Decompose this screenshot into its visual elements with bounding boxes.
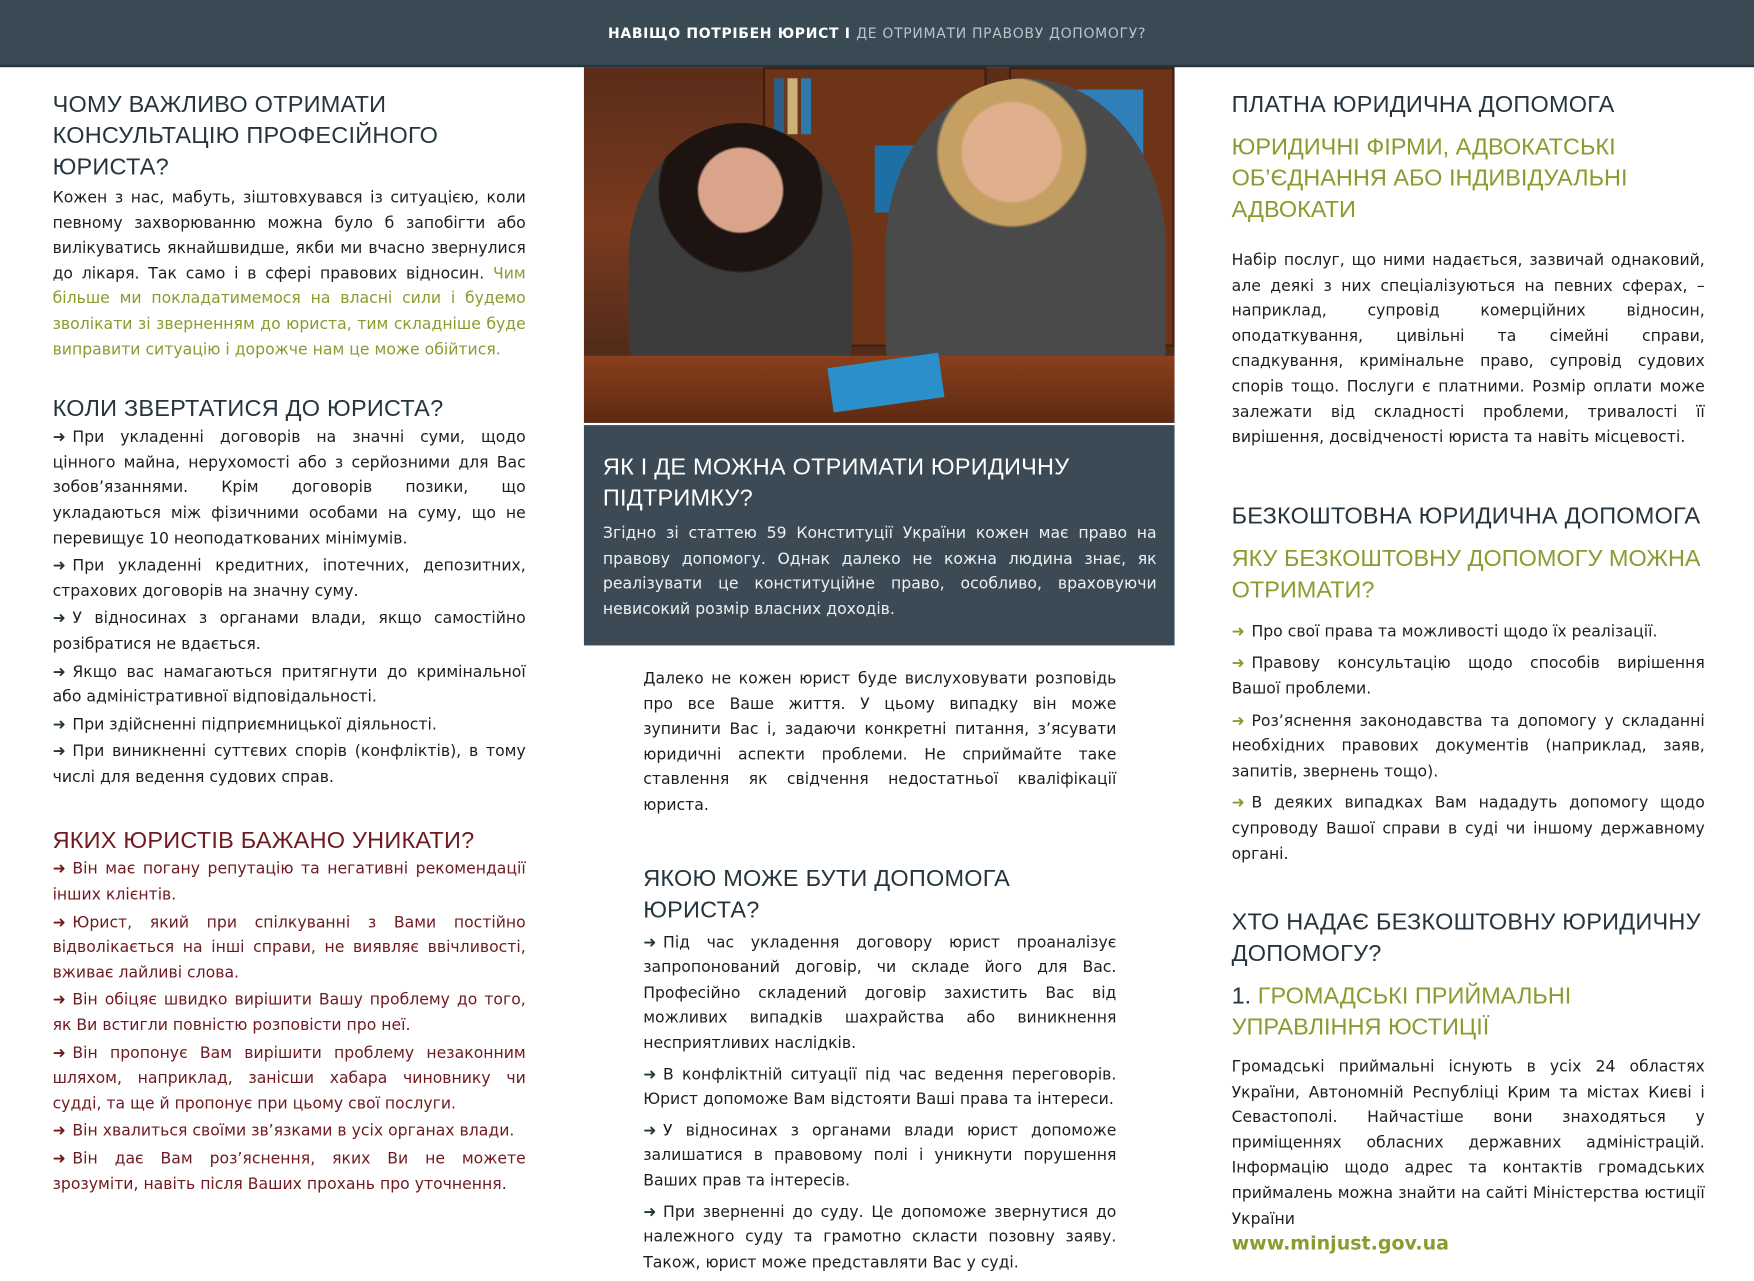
help-list <box>643 930 1116 1275</box>
list-item-text: Він пропонує Вам вирішити проблему незаконним шляхом, наприклад, занісши хабара чиновнику чи судді, та ще й пропонує при цьому свої послуги. <box>52 1044 526 1113</box>
arrow-icon: ➜ <box>52 1149 66 1168</box>
list-item-text: Про свої права та можливості щодо їх реалізації. <box>1251 622 1658 641</box>
arrow-icon: ➜ <box>52 860 66 879</box>
why-title: ЧОМУ ВАЖЛИВО ОТРИМАТИ КОНСУЛЬТАЦІЮ ПРОФЕСІЙНОГО ЮРИСТА? <box>52 91 439 181</box>
list-item-text: При виникненні суттєвих спорів (конфліктів), в тому числі для ведення судових справ. <box>52 743 526 787</box>
list-item <box>1232 651 1705 702</box>
list-item <box>643 1118 1116 1194</box>
list-item-text: Він обіцяє швидко вирішити Вашу проблему до того, як Ви встигли повністю розповісти про неї. <box>52 991 526 1035</box>
why-highlight: Чим більше ми покладатимемося на власні сили і будемо зволікати зі зверненням до юриста, тим складніше буде виправити ситуацію і дорожче нам це може обійтися. <box>52 264 526 359</box>
list-item <box>53 1147 526 1198</box>
list-item-text: Він має погану репутацію та негативні рекомендації інших клієнтів. <box>52 860 526 904</box>
free-subtitle: ЯКУ БЕЗКОШТОВНУ ДОПОМОГУ МОЖНА ОТРИМАТИ? <box>1231 545 1701 603</box>
header-title-main: НАВІЩО ПОТРІБЕН ЮРИСТ І <box>607 24 851 42</box>
list-item <box>53 1041 526 1117</box>
lawyer-consultation-photo <box>584 67 1175 423</box>
who-subtitle-text: ГРОМАДСЬКІ ПРИЙМАЛЬНІ УПРАВЛІННЯ ЮСТИЦІЇ <box>1231 983 1572 1041</box>
arrow-icon: ➜ <box>643 1065 657 1084</box>
list-item-text: Він хвалиться своїми зв’язками в усіх органах влади. <box>72 1122 515 1141</box>
list-item <box>53 712 526 737</box>
list-item <box>53 857 526 908</box>
list-item-text: Юрист, який при спілкуванні з Вами постійно відволікається на інші справи, не виявляє ввічливості, вживає лайливі слова. <box>52 913 526 982</box>
list-item <box>643 930 1116 1056</box>
arrow-icon: ➜ <box>1231 622 1245 641</box>
minjust-link[interactable]: www.minjust.gov.ua <box>1231 1232 1449 1256</box>
list-item <box>53 910 526 986</box>
list-item-text: Під час укладення договору юрист проаналізує запропонований договір, чи складе його для Вас. Професійно складений договір захистить Вас від можливих випадків шахрайства або виникнення несприятливих наслідків. <box>643 933 1117 1053</box>
list-item-text: При зверненні до суду. Це допоможе звернутися до належного суду та грамотно скласти позовну заяву. Також, юрист може представляти Вас у суді. <box>643 1203 1117 1272</box>
list-item <box>53 988 526 1039</box>
list-item-text: У відносинах з органами влади юрист допоможе залишатися в правовому полі і уникнути порушення Ваших прав та інтересів. <box>643 1121 1117 1191</box>
list-item <box>1232 709 1705 785</box>
arrow-icon: ➜ <box>52 609 66 628</box>
list-item <box>53 607 526 658</box>
paid-subtitle: ЮРИДИЧНІ ФІРМИ, АДВОКАТСЬКІ ОБ’ЄДНАННЯ АБО ІНДИВІДУАЛЬНІ АДВОКАТИ <box>1231 134 1628 223</box>
list-item <box>1232 619 1705 644</box>
who-title: ХТО НАДАЄ БЕЗКОШТОВНУ ЮРИДИЧНУ ДОПОМОГУ? <box>1231 909 1701 967</box>
box-text: Згідно зі статтею 59 Конституції України кожен має право на правову допомогу. Однак далеко не кожна людина знає, як реалізувати це конституційне право, особливо, враховуючи невисокий розмір власних доходів. <box>602 524 1157 619</box>
why-text <box>53 186 526 363</box>
help-title: ЯКОЮ МОЖЕ БУТИ ДОПОМОГА ЮРИСТА? <box>643 865 1011 923</box>
box-title: ЯК І ДЕ МОЖНА ОТРИМАТИ ЮРИДИЧНУ ПІДТРИМКУ? <box>602 454 1070 512</box>
who-number: 1. <box>1231 983 1252 1010</box>
arrow-icon: ➜ <box>643 1121 657 1140</box>
arrow-icon: ➜ <box>52 743 66 761</box>
arrow-icon: ➜ <box>52 913 66 932</box>
list-item-text: В конфліктній ситуації під час ведення переговорів. Юрист допоможе Вам відстояти Ваші права та інтереси. <box>643 1065 1117 1109</box>
list-item-text: При здійсненні підприємницької діяльності. <box>72 715 437 734</box>
arrow-icon: ➜ <box>52 1122 66 1141</box>
who-text: Громадські приймальні існують в усіх 24 областях України, Автономній Республіці Крим та містах Києві і Севастополі. Найчастіше вони знаходяться у приміщеннях обласних державних адміністрацій. Інформацію щодо адрес та контактів громадських приймалень можна знайти на сайті Міністерства юстиції України <box>1231 1058 1705 1228</box>
arrow-icon: ➜ <box>52 428 66 447</box>
list-item-text: У відносинах з органами влади, якщо самостійно розібратися не вдається. <box>52 609 526 654</box>
list-item <box>643 1200 1116 1276</box>
right-column <box>1232 89 1705 1257</box>
paid-text: Набір послуг, що ними надається, зазвичай однаковий, але деякі з них спеціалізуються на певних сферах, – наприклад, супровід комерційних відносин, оподаткування, цивільні та сімейні справи, спадкування, кримінальне право, супровід судових спорів тощо. Послуги є платними. Розмір оплати може залежати від складності проблеми, тривалості її вирішення, досвідченості юриста та навіть місцевості. <box>1231 251 1705 447</box>
arrow-icon: ➜ <box>52 715 66 734</box>
why-body: Кожен з нас, мабуть, зіштовхувався із ситуацією, коли певному захворюванню можна було б запобігти або вилікуватись якнайшвидше, якби ми вчасно звернулися до лікаря. Так само і в сфері правових відносин. <box>52 189 526 283</box>
arrow-icon: ➜ <box>643 933 657 952</box>
list-item <box>53 659 526 710</box>
avoid-list <box>53 857 526 1197</box>
list-item-text: При укладенні кредитних, іпотечних, депозитних, страхових договорів на значну суму. <box>52 557 526 601</box>
list-item <box>53 554 526 605</box>
list-item <box>53 740 526 791</box>
arrow-icon: ➜ <box>52 1044 66 1063</box>
left-column <box>53 89 526 1199</box>
arrow-icon: ➜ <box>643 1203 657 1221</box>
list-item <box>1232 791 1705 867</box>
middle-column <box>643 667 1116 1281</box>
free-list <box>1232 619 1705 867</box>
who-subtitle <box>1232 981 1705 1044</box>
list-item-text: Правову консультацію щодо способів вирішення Вашої проблеми. <box>1231 654 1705 698</box>
list-item <box>53 1119 526 1144</box>
paid-title: ПЛАТНА ЮРИДИЧНА ДОПОМОГА <box>1231 91 1615 118</box>
list-item <box>53 425 526 551</box>
arrow-icon: ➜ <box>1231 794 1245 813</box>
list-item-text: При укладенні договорів на значні суми, щодо цінного майна, нерухомості або з серйозними для Вас зобов’язаннями. Крім договорів позики, що укладаються між фізичними особами на суму, що не перевищує 10 неоподаткованих мінімумів. <box>52 428 526 548</box>
list-item-text: Він дає Вам роз’яснення, яких Ви не можете зрозуміти, навіть після Ваших прохань про уточнення. <box>52 1149 526 1194</box>
when-list <box>53 425 526 790</box>
list-item-text: Роз’яснення законодавства та допомогу у складанні необхідних правових документів (наприклад, заяв, запитів, звернень тощо). <box>1231 712 1705 781</box>
when-title: КОЛИ ЗВЕРТАТИСЯ ДО ЮРИСТА? <box>52 396 444 422</box>
legal-support-box <box>584 425 1175 645</box>
arrow-icon: ➜ <box>1231 654 1245 673</box>
intro-text: Далеко не кожен юрист буде вислуховувати розповідь про все Ваше життя. У цьому випадку він може зупинити Вас і, задаючи конкретні питання, з’ясувати юридичні аспекти проблеми. Не сприймайте таке ставлення як свідчення недостатньої кваліфікації юриста. <box>643 670 1117 815</box>
list-item <box>643 1062 1116 1113</box>
avoid-title: ЯКИХ ЮРИСТІВ БАЖАНО УНИКАТИ? <box>52 828 475 855</box>
free-title: БЕЗКОШТОВНА ЮРИДИЧНА ДОПОМОГА <box>1231 503 1701 529</box>
arrow-icon: ➜ <box>52 991 66 1010</box>
list-item-text: Якщо вас намагаються притягнути до кримінальної або адміністративної відповідальності. <box>52 662 526 706</box>
header-title-sub: ДЕ ОТРИМАТИ ПРАВОВУ ДОПОМОГУ? <box>856 24 1147 42</box>
arrow-icon: ➜ <box>52 557 66 576</box>
page-header <box>0 0 1754 67</box>
arrow-icon: ➜ <box>52 662 66 681</box>
list-item-text: В деяких випадках Вам нададуть допомогу щодо супроводу Вашої справи в суді чи іншому державному органі. <box>1231 794 1705 864</box>
arrow-icon: ➜ <box>1231 712 1245 730</box>
